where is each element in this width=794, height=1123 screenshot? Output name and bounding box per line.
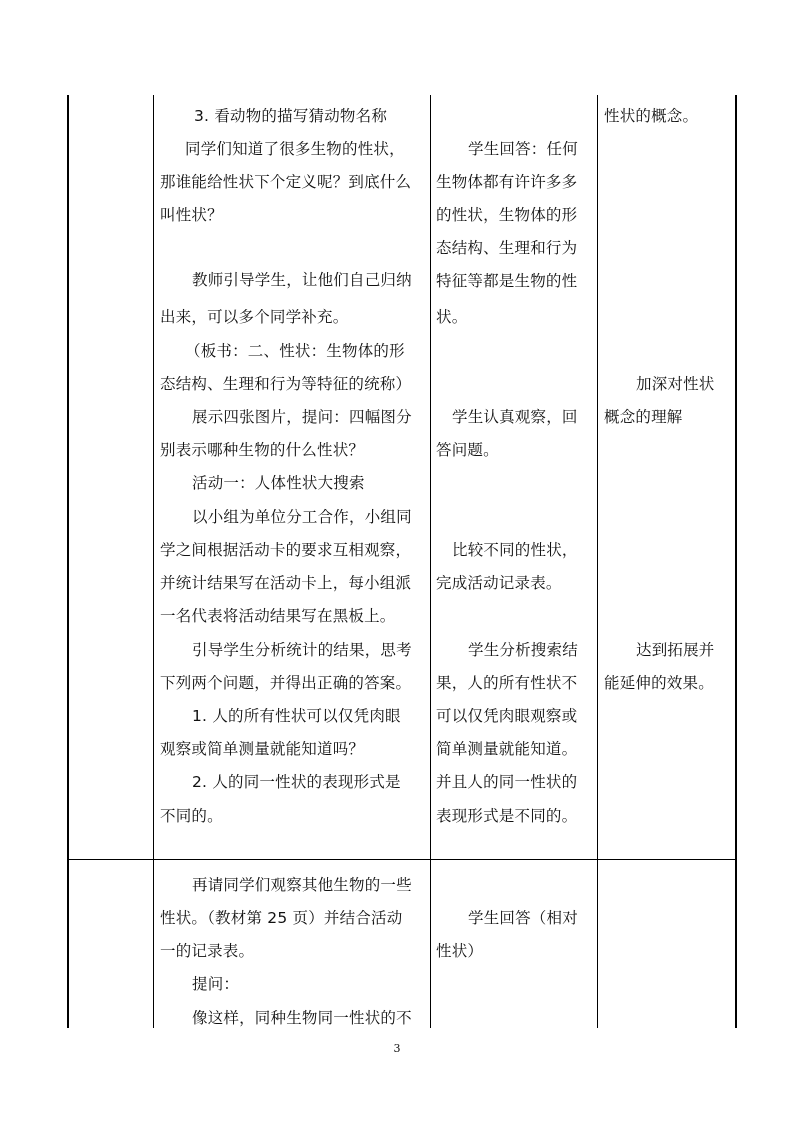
activity-line: 活动一：人体性状大搜索 xyxy=(192,474,365,492)
student-line: 表现形式是不同的。 xyxy=(436,807,578,825)
table-right-border xyxy=(735,95,737,1028)
activity-line: 展示四张图片，提问：四幅图分 xyxy=(192,408,412,426)
activity-line: 别表示哪种生物的什么性状？ xyxy=(160,441,365,459)
student-line: 果，人的所有性状不 xyxy=(436,674,578,692)
activity-line: 引导学生分析统计的结果，思考 xyxy=(192,641,412,659)
activity-line: 学之间根据活动卡的要求互相观察， xyxy=(160,541,412,559)
intent-line: 能延伸的效果。 xyxy=(604,674,714,692)
intent-line: 达到拓展并 xyxy=(636,641,715,659)
activity-line: 下列两个问题，并得出正确的答案。 xyxy=(160,674,412,692)
activity-line: 2. 人的同一性状的表现形式是 xyxy=(192,773,401,791)
activity-line: 1. 人的所有性状可以仅凭肉眼 xyxy=(192,707,401,725)
activity-line: 3. 看动物的描写猜动物名称 xyxy=(194,107,388,125)
activity-line: 像这样，同种生物同一性状的不 xyxy=(192,1009,412,1027)
activity-line: 出来，可以多个同学补充。 xyxy=(160,308,349,326)
student-line: 完成活动记录表。 xyxy=(436,574,562,592)
student-line: 特征等都是生物的性 xyxy=(436,272,578,290)
student-line: 比较不同的性状， xyxy=(452,541,578,559)
activity-line: 以小组为单位分工合作，小组同 xyxy=(192,508,412,526)
student-line: 的性状，生物体的形 xyxy=(436,206,578,224)
table-left-border xyxy=(67,95,69,1028)
activity-line: 性状。（教材第 25 页）并结合活动 xyxy=(160,909,403,927)
activity-line: 并统计结果写在活动卡上，每小组派 xyxy=(160,574,412,592)
activity-line: 叫性状？ xyxy=(160,206,223,224)
intent-line: 概念的理解 xyxy=(604,408,683,426)
activity-line: 一的记录表。 xyxy=(160,942,255,960)
student-line: 态结构、生理和行为 xyxy=(436,239,578,257)
student-line: 学生认真观察，回 xyxy=(452,408,578,426)
student-line: 学生回答（相对 xyxy=(468,909,578,927)
column-divider-2 xyxy=(430,95,431,1028)
activity-line: 不同的。 xyxy=(160,807,223,825)
activity-line: 态结构、生理和行为等特征的统称） xyxy=(160,375,412,393)
student-line: 可以仅凭肉眼观察或 xyxy=(436,707,578,725)
student-line: 答问题。 xyxy=(436,441,499,459)
student-line: 学生回答：任何 xyxy=(468,140,578,158)
student-line: 简单测量就能知道。 xyxy=(436,740,578,758)
activity-line: （板书：二、性状：生物体的形 xyxy=(185,342,405,360)
student-line: 并且人的同一性状的 xyxy=(436,773,578,791)
activity-line: 那谁能给性状下个定义呢？到底什么 xyxy=(160,173,412,191)
activity-line: 同学们知道了很多生物的性状， xyxy=(185,140,405,158)
column-divider-1 xyxy=(153,95,154,1028)
page-number: 3 xyxy=(393,1042,401,1055)
activity-line: 观察或简单测量就能知道吗？ xyxy=(160,740,365,758)
activity-line: 提问： xyxy=(192,975,240,993)
activity-line: 一名代表将活动结果写在黑板上。 xyxy=(160,607,396,625)
student-line: 性状） xyxy=(436,942,484,960)
activity-line: 教师引导学生，让他们自己归纳 xyxy=(192,271,412,289)
student-line: 状。 xyxy=(436,308,468,326)
activity-line: 再请同学们观察其他生物的一些 xyxy=(192,876,412,894)
intent-line: 加深对性状 xyxy=(636,375,715,393)
student-line: 学生分析搜索结 xyxy=(468,641,578,659)
intent-line: 性状的概念。 xyxy=(604,107,699,125)
column-divider-3 xyxy=(597,95,598,1028)
row-divider xyxy=(67,859,737,860)
student-line: 生物体都有许许多多 xyxy=(436,173,578,191)
